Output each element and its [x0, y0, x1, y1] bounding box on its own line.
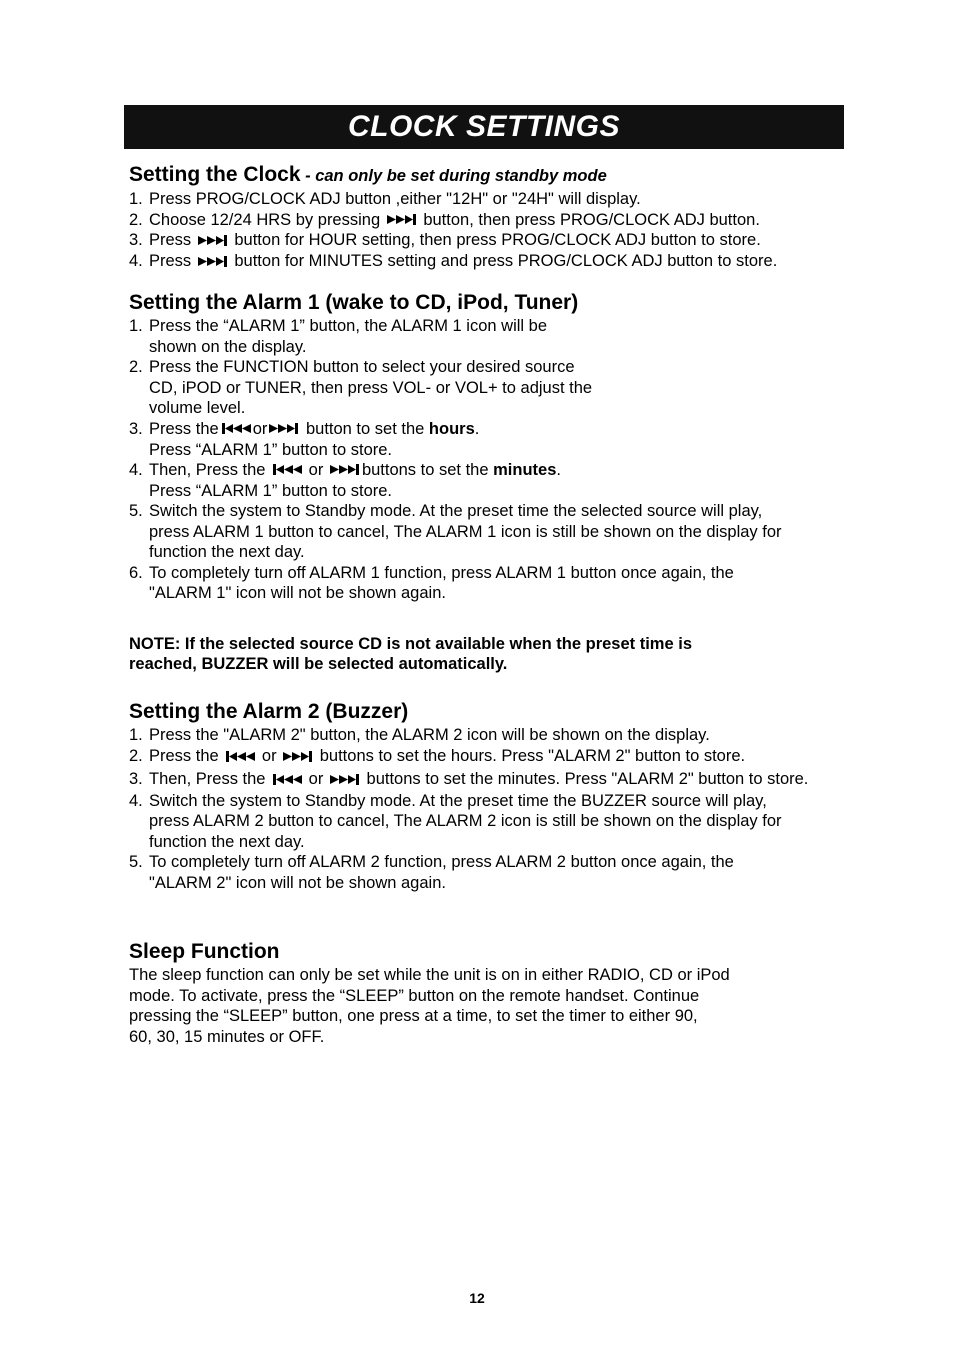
list-item: 1. Press the "ALARM 2" button, the ALARM 2 icon will be shown on the display.	[129, 725, 710, 744]
clock-heading	[129, 162, 869, 189]
alarm1-steps	[129, 316, 869, 604]
list-item: 4. Switch the system to Standby mode. At the preset time the BUZZER source will play, press ALARM 2 button to cancel, The ALARM 2 icon is still be shown on the display for function the next day.	[129, 791, 782, 851]
list-item: 2. Press the or buttons to set the hours. Press "ALARM 2" button to store.	[129, 745, 869, 768]
list-item: 3. Then, Press the or buttons to set the minutes. Press "ALARM 2" button to store.	[129, 768, 869, 791]
list-item: 1. Press the “ALARM 1” button, the ALARM 1 icon will be shown on the display.	[129, 317, 548, 356]
page-title: CLOCK SETTINGS	[347, 110, 620, 143]
alarm2-heading: Setting the Alarm 2 (Buzzer)	[129, 699, 409, 723]
skip-back-icon	[272, 769, 302, 791]
clock-steps	[129, 189, 869, 272]
skip-back-icon	[272, 460, 302, 481]
skip-back-icon	[225, 746, 255, 768]
alarm2-steps	[129, 725, 869, 893]
skip-forward-icon	[269, 419, 299, 440]
title-bar	[124, 105, 844, 149]
page-number: 12	[469, 1290, 485, 1306]
note: NOTE: If the selected source CD is not available when the preset time is reached, BUZZER will be selected automatically.	[129, 634, 692, 674]
list-item: 3. Press the or button to set the hours. Press “ALARM 1” button to store.	[129, 419, 480, 459]
list-item: 5. To completely turn off ALARM 2 function, press ALARM 2 button once again, the "ALARM 2" icon will not be shown again.	[129, 853, 734, 892]
skip-forward-icon	[198, 252, 228, 273]
content	[129, 162, 869, 1047]
list-item: 2. Press the FUNCTION button to select your desired source CD, iPOD or TUNER, then press VOL- or VOL+ to adjust the volume level.	[129, 358, 593, 418]
list-item: 1. Press PROG/CLOCK ADJ button ,either "12H" or "24H" will display.	[129, 190, 641, 208]
clock-heading-text: Setting the Clock	[129, 163, 301, 186]
list-item: 3. Press button for HOUR setting, then press PROG/CLOCK ADJ button to store.	[129, 231, 761, 250]
skip-forward-icon	[330, 460, 360, 481]
skip-forward-icon	[387, 210, 417, 231]
skip-forward-icon	[283, 746, 313, 768]
skip-forward-icon	[198, 231, 228, 252]
list-item: 6. To completely turn off ALARM 1 function, press ALARM 1 button once again, the "ALARM 1" icon will not be shown again.	[129, 563, 734, 603]
sleep-text: The sleep function can only be set while the unit is on in either RADIO, CD or iPod mode. To activate, press the “SLEEP” button on the remote handset. Continue pressing the “SLEEP” button, one press at a time, to set the timer to either 90, 60, 30, 15 minutes or OFF.	[129, 966, 730, 1046]
skip-forward-icon	[330, 769, 360, 791]
clock-subheading: - can only be set during standby mode	[300, 167, 607, 185]
list-item: 5. Switch the system to Standby mode. At the preset time the selected source will play, press ALARM 1 button to cancel, The ALARM 1 icon is still be shown on the display for function the next day.	[129, 502, 782, 562]
list-item: 4. Press button for MINUTES setting and press PROG/CLOCK ADJ button to store.	[129, 252, 778, 271]
alarm1-heading: Setting the Alarm 1 (wake to CD, iPod, Tuner)	[129, 291, 579, 315]
sleep-heading: Sleep Function	[129, 940, 280, 964]
skip-back-icon	[221, 419, 251, 440]
list-item: 4. Then, Press the or buttons to set the minutes. Press “ALARM 1” button to store.	[129, 461, 561, 500]
list-item: 2. Choose 12/24 HRS by pressing button, then press PROG/CLOCK ADJ button.	[129, 210, 760, 229]
